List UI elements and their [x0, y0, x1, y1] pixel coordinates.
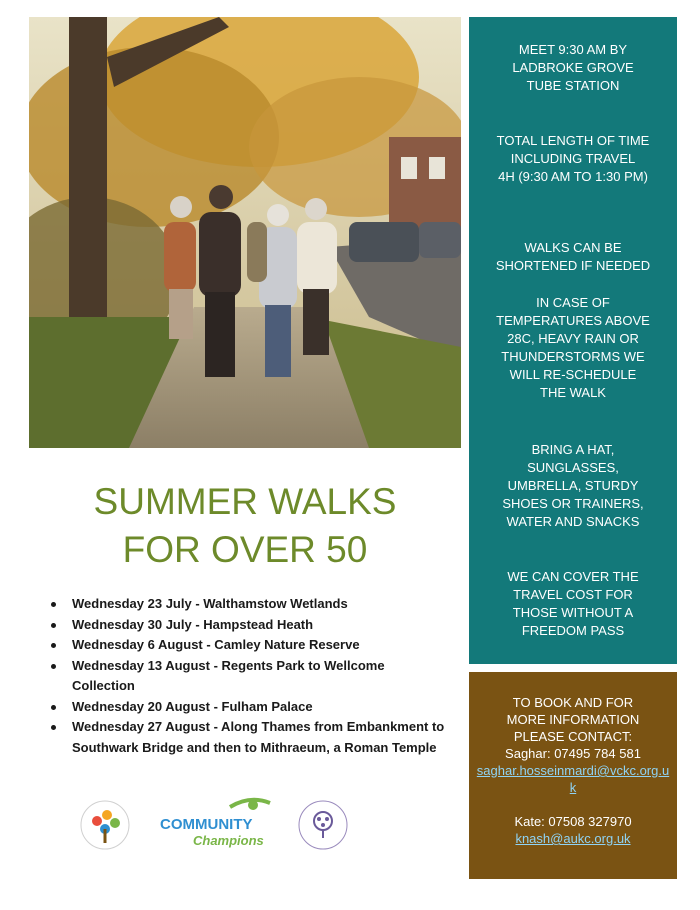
contact-heading-3: PLEASE CONTACT:: [513, 729, 633, 744]
info-panel: [469, 17, 677, 664]
walks-list: [50, 594, 450, 758]
contact-person-2: Kate: 07508 327970: [514, 814, 632, 829]
contact-heading-2: MORE INFORMATION: [506, 712, 640, 727]
weather-info: IN CASE OF TEMPERATURES ABOVE 28C, HEAVY RAIN OR THUNDERSTORMS WE WILL RE-SCHEDULE THE WALK: [496, 295, 650, 400]
page-title: [29, 478, 461, 574]
list-item: Wednesday 23 July - Walthamstow Wetlands: [50, 594, 450, 615]
list-item: Wednesday 30 July - Hampstead Heath: [50, 615, 450, 636]
people-walking-photo: [29, 17, 461, 448]
list-item: Wednesday 20 August - Fulham Palace: [50, 697, 450, 718]
logos-graphic: [75, 795, 365, 855]
contact-heading-1: TO BOOK AND FOR: [512, 695, 634, 710]
list-item: Wednesday 6 August - Camley Nature Reserve: [50, 635, 450, 656]
health-logo-icon: [81, 801, 129, 849]
list-item: Wednesday 27 August - Along Thames from Embankment to Southwark Bridge and then to Mithraeum, a Roman Temple: [50, 717, 450, 758]
champions-text: Champions: [193, 833, 264, 848]
title-line-1: SUMMER WALKS: [93, 481, 397, 522]
community-text: COMMUNITY: [160, 816, 253, 833]
meet-info: MEET 9:30 AM BY LADBROKE GROVE TUBE STATION: [512, 42, 634, 93]
list-item: Wednesday 13 August - Regents Park to Wellcome Collection: [50, 656, 450, 697]
shorten-info: WALKS CAN BE SHORTENED IF NEEDED: [495, 240, 651, 273]
travel-info: WE CAN COVER THE TRAVEL COST FOR THOSE WITHOUT A FREEDOM PASS: [507, 569, 639, 638]
volunteer-centre-logo-icon: [299, 801, 347, 849]
email-link-2[interactable]: knash@aukc.org.uk: [515, 831, 631, 846]
contact-panel: [469, 672, 677, 879]
partner-logos: [75, 795, 365, 855]
hero-photo: [29, 17, 461, 448]
duration-info: TOTAL LENGTH OF TIME INCLUDING TRAVEL 4H (9:30 AM TO 1:30 PM): [496, 133, 650, 184]
contact-person-1: Saghar: 07495 784 581: [505, 746, 641, 761]
community-champions-logo: [160, 800, 270, 848]
email-link-1[interactable]: saghar.hosseinmardi@vckc.org.uk: [476, 763, 670, 795]
title-line-2: FOR OVER 50: [122, 529, 368, 570]
bring-info: BRING A HAT, SUNGLASSES, UMBRELLA, STURDY SHOES OR TRAINERS, WATER AND SNACKS: [502, 442, 644, 529]
